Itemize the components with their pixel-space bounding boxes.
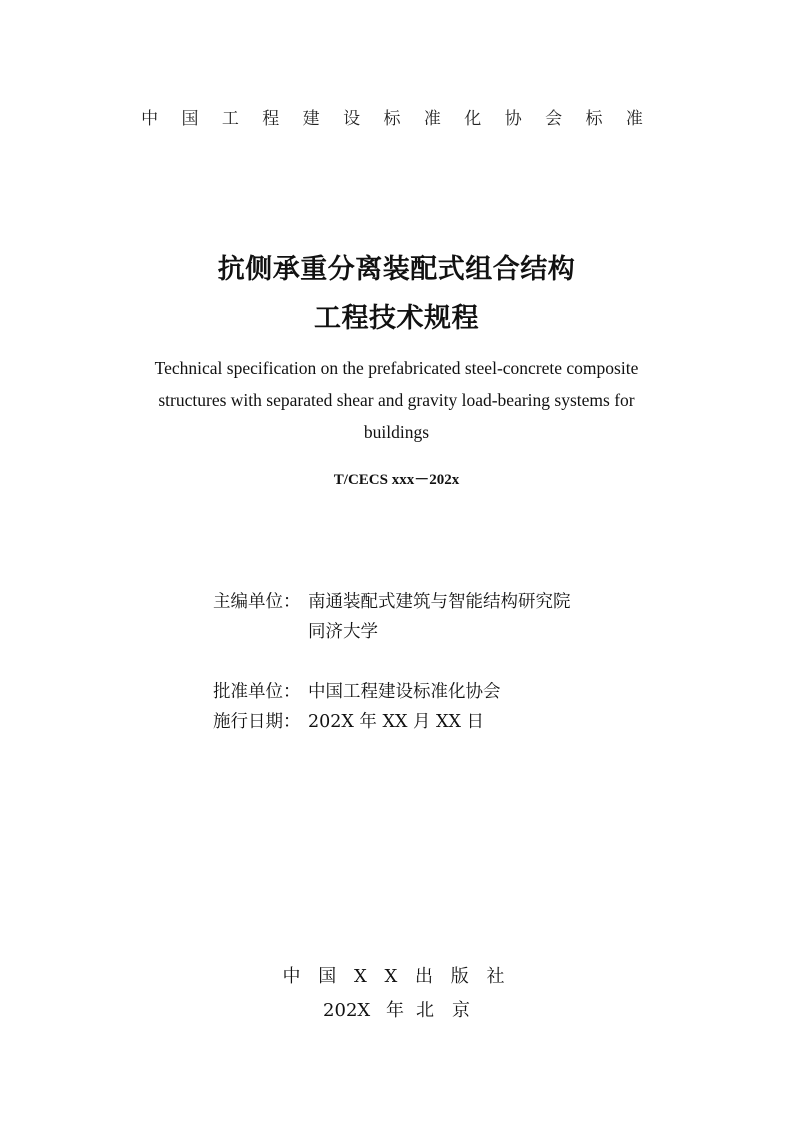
approval-block: [213, 677, 501, 737]
document-title-cn-line1: 抗侧承重分离装配式组合结构: [217, 254, 576, 285]
compile-label: 主编单位：: [213, 592, 301, 612]
compile-unit-1: 南通装配式建筑与智能结构研究院: [308, 592, 571, 612]
document-title-en: Technical specification on the prefabricated steel-concrete composite structures with separated shear and gravity load-bearing systems for buildings: [154, 358, 639, 442]
approve-value: 中国工程建设标准化协会: [308, 682, 501, 702]
publication-info: [0, 996, 793, 1022]
standard-code: T/CECS xxx－202x: [333, 472, 460, 488]
publication-year: 202X 年: [323, 1000, 404, 1021]
standard-category-header: 中 国 工 程 建 设 标 准 化 协 会 标 准: [141, 109, 652, 129]
publication-city: 北 京: [415, 1000, 470, 1021]
document-title-cn-line2: 工程技术规程: [314, 303, 479, 334]
compile-unit-2: 同济大学: [308, 622, 378, 642]
publisher-name: 中 国 X X 出 版 社: [282, 966, 511, 987]
effective-value: 202X 年 XX 月 XX 日: [308, 712, 485, 732]
effective-label: 施行日期：: [213, 712, 301, 732]
compile-units-block: [213, 587, 571, 647]
approve-label: 批准单位：: [213, 682, 301, 702]
